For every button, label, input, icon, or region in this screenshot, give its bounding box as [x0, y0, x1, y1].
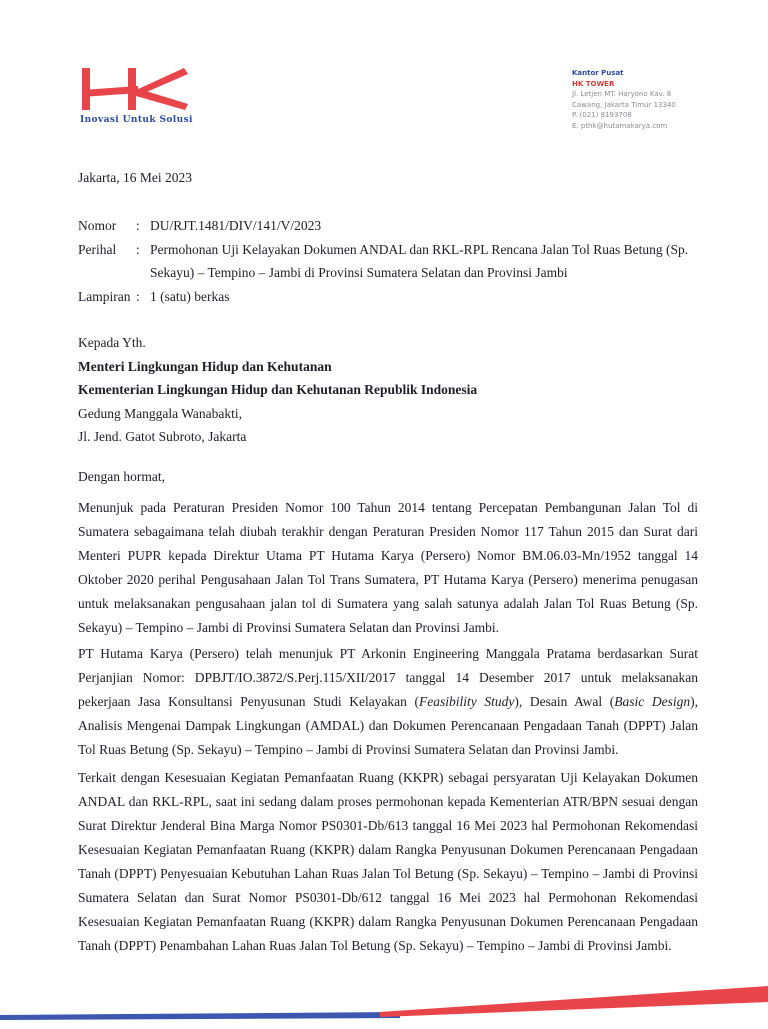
letter-meta — [78, 214, 710, 308]
lampiran-label: Lampiran — [78, 288, 131, 304]
perihal-label: Perihal — [78, 241, 117, 257]
office-email[interactable]: E. pthk@hutamakarya.com — [572, 121, 668, 130]
office-address-line-2: Cawang, Jakarta Timur 13340 — [572, 100, 676, 109]
office-title: Kantor Pusat — [572, 69, 624, 77]
lampiran-value: 1 (satu) berkas — [150, 288, 230, 304]
body-paragraph-2 — [78, 642, 698, 762]
footer-stripe — [0, 984, 768, 1024]
greeting: Dengan hormat, — [78, 469, 165, 484]
colon: : — [136, 218, 140, 233]
feasibility-study-term: Feasibility Study — [419, 694, 515, 709]
lampiran-row — [78, 285, 710, 309]
paragraph-2-text-a: PT Hutama Karya (Persero) telah menunjuk PT Arkonin Engineering Manggala Pratama berdasarkan Surat Perjanjian Nomor: DPBJT/IO.3872/S.Perj.115/XII/2017 tanggal 14 Desember 2017 untuk melaksanakan pekerjaan Jasa Konsultansi Penyusunan Studi Kelayakan ( — [78, 646, 698, 709]
basic-design-term: Basic Design — [614, 694, 691, 709]
body-paragraph-1: Menunjuk pada Peraturan Presiden Nomor 100 Tahun 2014 tentang Percepatan Pembangunan Jalan Tol di Sumatera sebagaimana telah diubah terakhir dengan Peraturan Presiden Nomor 117 Tahun 2015 dan Surat dari Menteri PUPR kepada Direktur Utama PT Hutama Karya (Persero) Nomor BM.06.03-Mn/1952 tanggal 14 Oktober 2020 perihal Pengusahaan Jalan Tol Trans Sumatera, PT Hutama Karya (Persero) menerima penugasan untuk melaksanakan pengusahaan jalan tol di Sumatera yang salah satunya adalah Jalan Tol Ruas Betung (Sp. Sekayu) – Tempino – Jambi di Provinsi Sumatera Selatan dan Provinsi Jambi. — [78, 500, 698, 635]
office-address-block — [572, 68, 676, 131]
recipient-street: Jl. Jend. Gatot Subroto, Jakarta — [78, 429, 247, 444]
colon: : — [136, 241, 140, 257]
recipient-block — [78, 331, 477, 449]
body-paragraph-3: Terkait dengan Kesesuaian Kegiatan Pemanfaatan Ruang (KKPR) sebagai persyaratan Uji Kelayakan Dokumen ANDAL dan RKL-RPL, saat ini sedang dalam proses permohonan kepada Kementerian ATR/BPN sesuai dengan Surat Direktur Jenderal Bina Marga Nomor PS0301-Db/613 tanggal 16 Mei 2023 hal Permohonan Rekomendasi Kesesuaian Kegiatan Pemanfaatan Ruang (KKPR) dalam Rangka Penyusunan Dokumen Perencanaan Pengadaan Tanah (DPPT) Penyesuaian Kebutuhan Lahan Ruas Jalan Tol Betung (Sp. Sekayu) – Tempino – Jambi di Provinsi Sumatera Selatan dan Surat Nomor PS0301-Db/612 tanggal 16 Mei 2023 hal Permohonan Rekomendasi Kesesuaian Kegiatan Pemanfaatan Ruang (KKPR) dalam Rangka Penyusunan Dokumen Perencanaan Pengadaan Tanah (DPPT) Penambahan Lahan Ruas Jalan Tol Betung (Sp. Sekayu) – Tempino – Jambi di Provinsi Jambi. — [78, 770, 698, 953]
office-address-line-1: Jl. Letjen MT. Haryono Kav. 8 — [572, 90, 672, 98]
nomor-row — [78, 214, 710, 238]
nomor-label: Nomor — [78, 218, 117, 233]
recipient-title: Menteri Lingkungan Hidup dan Kehutanan — [78, 358, 332, 374]
recipient-salutation: Kepada Yth. — [78, 335, 146, 350]
colon: : — [136, 288, 140, 304]
perihal-row — [78, 238, 710, 285]
paragraph-2-text-b: ), Desain Awal ( — [514, 694, 615, 709]
logo-tagline: Inovasi Untuk Solusi — [80, 115, 193, 125]
office-phone: P. (021) 8193708 — [572, 111, 632, 119]
office-name: HK TOWER — [572, 79, 615, 88]
recipient-building: Gedung Manggala Wanabakti, — [78, 405, 242, 421]
paragraph-2-text-c: ), Analisis Mengenai Dampak Lingkungan (AMDAL) dan Dokumen Perencanaan Pengadaan Tanah (DPPT) Jalan Tol Ruas Betung (Sp. Sekayu) – Tempino – Jambi di Provinsi Sumatera Selatan dan Provinsi Jambi. — [78, 694, 698, 757]
nomor-value: DU/RJT.1481/DIV/141/V/2023 — [150, 218, 322, 233]
letter-date: Jakarta, 16 Mei 2023 — [78, 170, 192, 185]
recipient-ministry: Kementerian Lingkungan Hidup dan Kehutanan Republik Indonesia — [78, 382, 478, 397]
perihal-value: Permohonan Uji Kelayakan Dokumen ANDAL dan RKL-RPL Rencana Jalan Tol Ruas Betung (Sp. Sekayu) – Tempino – Jambi di Provinsi Sumatera Selatan dan Provinsi Jambi — [150, 241, 689, 280]
company-logo — [80, 66, 190, 112]
